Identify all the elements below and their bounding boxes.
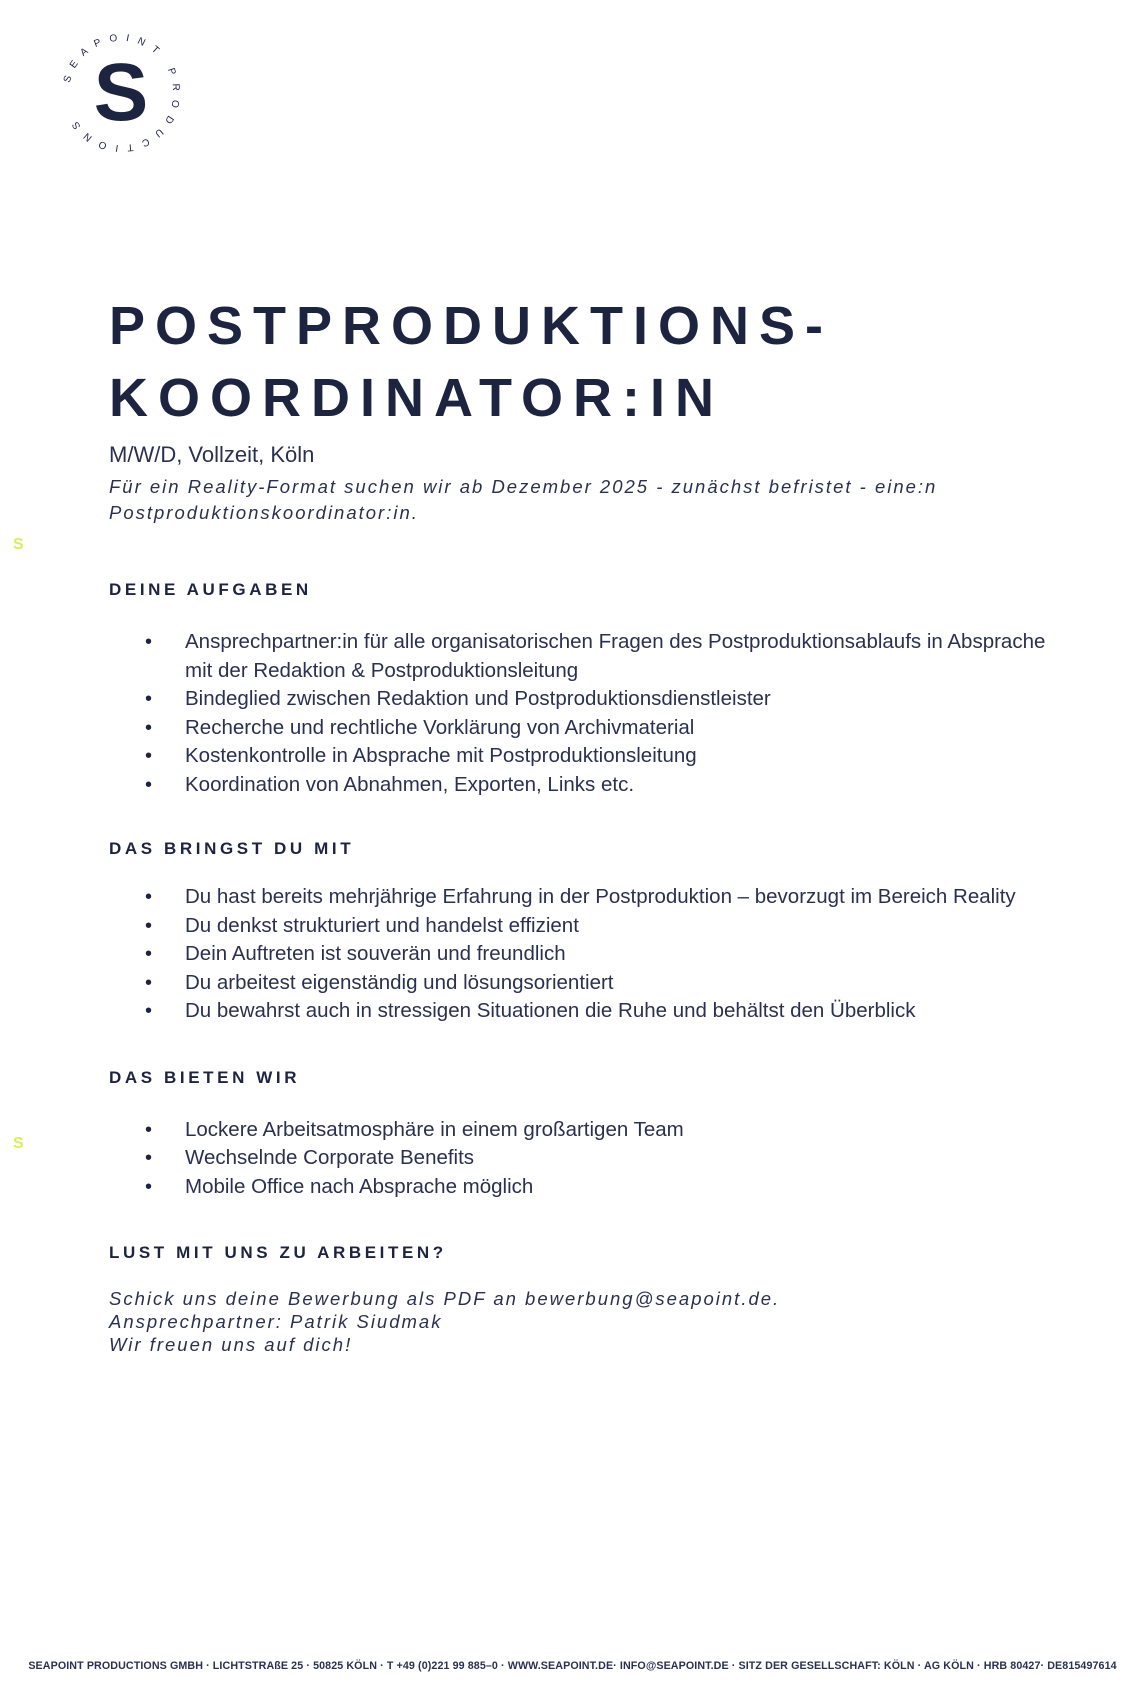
bieten-list bbox=[109, 1116, 1069, 1202]
list-item: • Lockere Arbeitsatmosphäre in einem großartigen Team bbox=[109, 1116, 1069, 1145]
list-item: • Wechselnde Corporate Benefits bbox=[109, 1144, 1069, 1173]
side-mark: S bbox=[13, 536, 24, 553]
list-item: • Mobile Office nach Absprache möglich bbox=[109, 1173, 1069, 1202]
page-title bbox=[109, 290, 1069, 434]
contact-line: Schick uns deine Bewerbung als PDF an bewerbung@seapoint.de. bbox=[109, 1288, 781, 1309]
intro-line: Postproduktionskoordinator:in. bbox=[109, 502, 419, 523]
list-item: • Bindeglied zwischen Redaktion und Postproduktionsdienstleister bbox=[109, 685, 1069, 714]
list-item: • Du hast bereits mehrjährige Erfahrung in der Postproduktion – bevorzugt im Bereich Reality bbox=[109, 883, 1069, 912]
contact-line: Wir freuen uns auf dich! bbox=[109, 1334, 353, 1355]
aufgaben-list bbox=[109, 628, 1069, 799]
job-subtitle: M/W/D, Vollzeit, Köln bbox=[109, 442, 315, 467]
intro-text bbox=[109, 474, 1069, 526]
section-heading-bieten: DAS BIETEN WIR bbox=[109, 1067, 301, 1087]
list-item: • Dein Auftreten ist souverän und freundlich bbox=[109, 940, 1069, 969]
title-line: POSTPRODUKTIONS- bbox=[109, 296, 834, 356]
list-item: • Du arbeitest eigenständig und lösungsorientiert bbox=[109, 969, 1069, 998]
side-mark: S bbox=[13, 1135, 24, 1152]
title-line: KOORDINATOR:IN bbox=[109, 368, 724, 428]
contact-text bbox=[109, 1287, 1069, 1356]
logo-letter: S bbox=[93, 47, 149, 138]
intro-line: Für ein Reality-Format suchen wir ab Dezember 2025 - zunächst befristet - eine:n bbox=[109, 476, 938, 497]
section-heading-lust: LUST MIT UNS ZU ARBEITEN? bbox=[109, 1243, 447, 1262]
logo-ring-text: SEAPOINT PRODUCTIONS bbox=[61, 32, 182, 154]
list-item: • Du denkst strukturiert und handelst effizient bbox=[109, 912, 1069, 941]
job-posting bbox=[109, 290, 1069, 1356]
bringst-list bbox=[109, 883, 1069, 1026]
contact-line: Ansprechpartner: Patrik Siudmak bbox=[109, 1311, 443, 1332]
list-item: • Recherche und rechtliche Vorklärung von Archivmaterial bbox=[109, 714, 1069, 743]
seapoint-logo bbox=[56, 28, 186, 158]
section-heading-bringst: DAS BRINGST DU MIT bbox=[109, 839, 355, 858]
company-footer: SEAPOINT PRODUCTIONS GMBH · LICHTSTRAßE 25 · 50825 KÖLN · T +49 (0)221 99 885–0 · WWW.SEAPOINT.DE· INFO@SEAPOINT.DE · SITZ DER GESELLSCHAFT: KÖLN · AG KÖLN · HRB 80427· DE815497614 bbox=[28, 1660, 1117, 1672]
section-heading-aufgaben: DEINE AUFGABEN bbox=[109, 580, 312, 599]
list-item: • Ansprechpartner:in für alle organisatorischen Fragen des Postproduktionsablaufs in Absprache mit der Redaktion & Postproduktionsleitung bbox=[109, 628, 1069, 685]
list-item: • Kostenkontrolle in Absprache mit Postproduktionsleitung bbox=[109, 742, 1069, 771]
list-item: • Du bewahrst auch in stressigen Situationen die Ruhe und behältst den Überblick bbox=[109, 997, 1069, 1026]
list-item: • Koordination von Abnahmen, Exporten, Links etc. bbox=[109, 771, 1069, 800]
